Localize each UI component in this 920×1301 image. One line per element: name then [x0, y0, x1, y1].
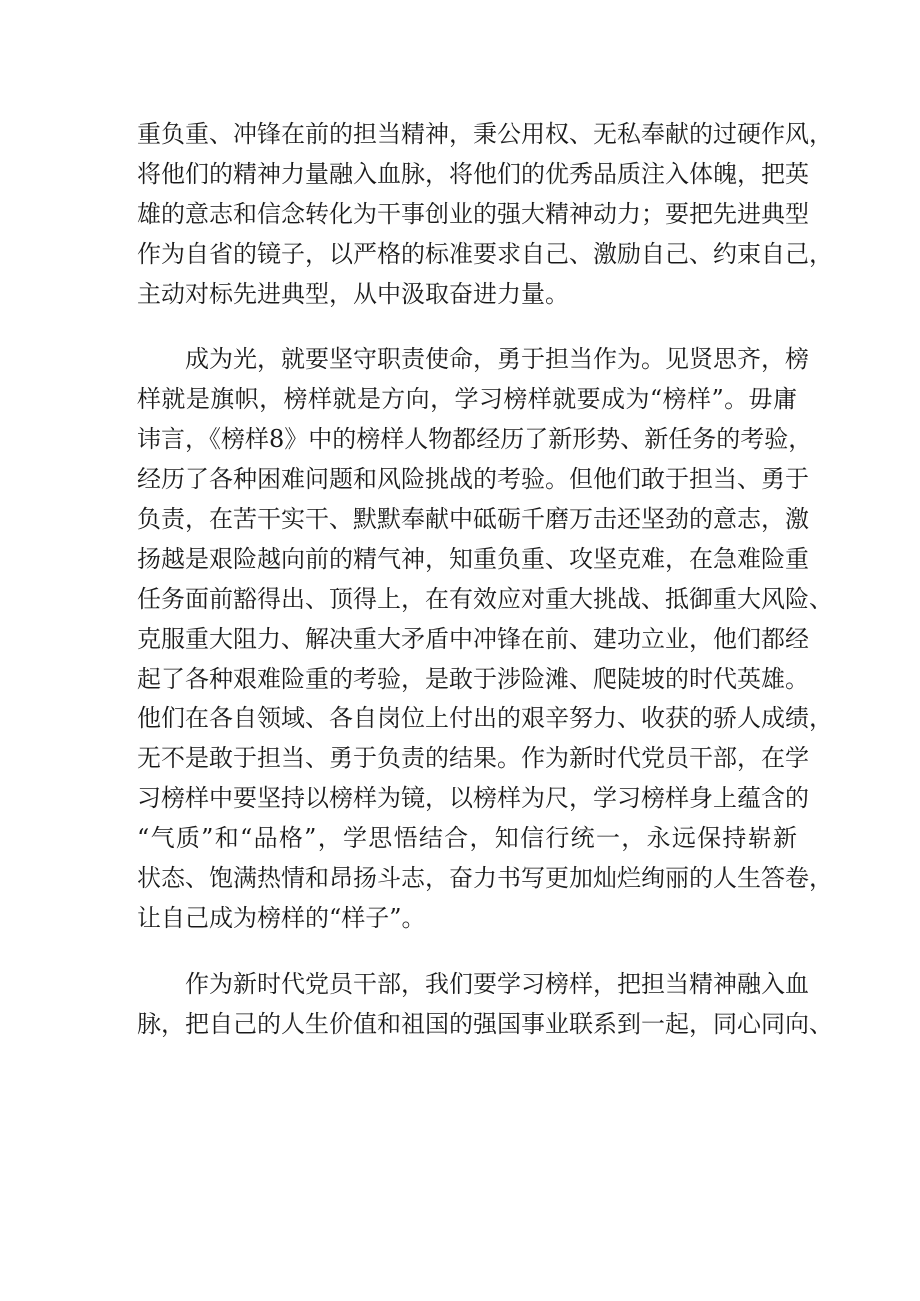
text-line: 让自己成为榜样的“样子”。	[137, 903, 426, 932]
text-line: “气质”和“品格”，学思悟结合，知信行统一，永远保持崭新	[137, 824, 797, 853]
text-line: 他们在各自领域、各自岗位上付出的艰辛努力、收获的骄人成绩，	[137, 704, 833, 733]
text-line: 任务面前豁得出、顶得上，在有效应对重大挑战、抵御重大风险、	[137, 584, 833, 613]
text-line: 样就是旗帜，榜样就是方向，学习榜样就要成为“榜样”。毋庸	[137, 385, 797, 414]
text-line: 脉，把自己的人生价值和祖国的强国事业联系到一起，同心同向、	[137, 1009, 833, 1038]
text-line: 雄的意志和信念转化为干事创业的强大精神动力；要把先进典型	[137, 199, 809, 228]
text-line: 作为新时代党员干部，我们要学习榜样，把担当精神融入血	[185, 969, 809, 998]
text-line: 无不是敢于担当、勇于负责的结果。作为新时代党员干部，在学	[137, 744, 809, 773]
text-line: 将他们的精神力量融入血脉，将他们的优秀品质注入体魄，把英	[137, 159, 809, 188]
text-line: 成为光，就要坚守职责使命，勇于担当作为。见贤思齐，榜	[185, 345, 809, 374]
paragraph-2	[137, 340, 833, 938]
text-line: 起了各种艰难险重的考验，是敢于涉险滩、爬陡坡的时代英雄。	[137, 664, 809, 693]
paragraph-3	[137, 965, 833, 1045]
paragraph-gap	[137, 314, 797, 340]
text-line: 经历了各种困难问题和风险挑战的考验。但他们敢于担当、勇于	[137, 465, 809, 494]
text-line: 习榜样中要坚持以榜样为镜，以榜样为尺，学习榜样身上蕴含的	[137, 784, 809, 813]
text-line: 讳言，《榜样8》中的榜样人物都经历了新形势、新任务的考验，	[137, 425, 813, 454]
text-line: 克服重大阻力、解决重大矛盾中冲锋在前、建功立业，他们都经	[137, 624, 809, 653]
text-line: 主动对标先进典型，从中汲取奋进力量。	[137, 279, 569, 308]
text-line: 状态、饱满热情和昂扬斗志，奋力书写更加灿烂绚丽的人生答卷，	[137, 864, 833, 893]
text-line: 扬越是艰险越向前的精气神，知重负重、攻坚克难，在急难险重	[137, 544, 809, 573]
paragraph-1	[137, 115, 833, 314]
text-line: 负责，在苦干实干、默默奉献中砥砺千磨万击还坚劲的意志，激	[137, 505, 809, 534]
text-line: 重负重、冲锋在前的担当精神，秉公用权、无私奉献的过硬作风，	[137, 120, 833, 148]
paragraph-gap	[137, 939, 797, 965]
text-line: 作为自省的镜子，以严格的标准要求自己、激励自己、约束自己，	[137, 239, 833, 268]
body-text	[137, 115, 833, 1045]
